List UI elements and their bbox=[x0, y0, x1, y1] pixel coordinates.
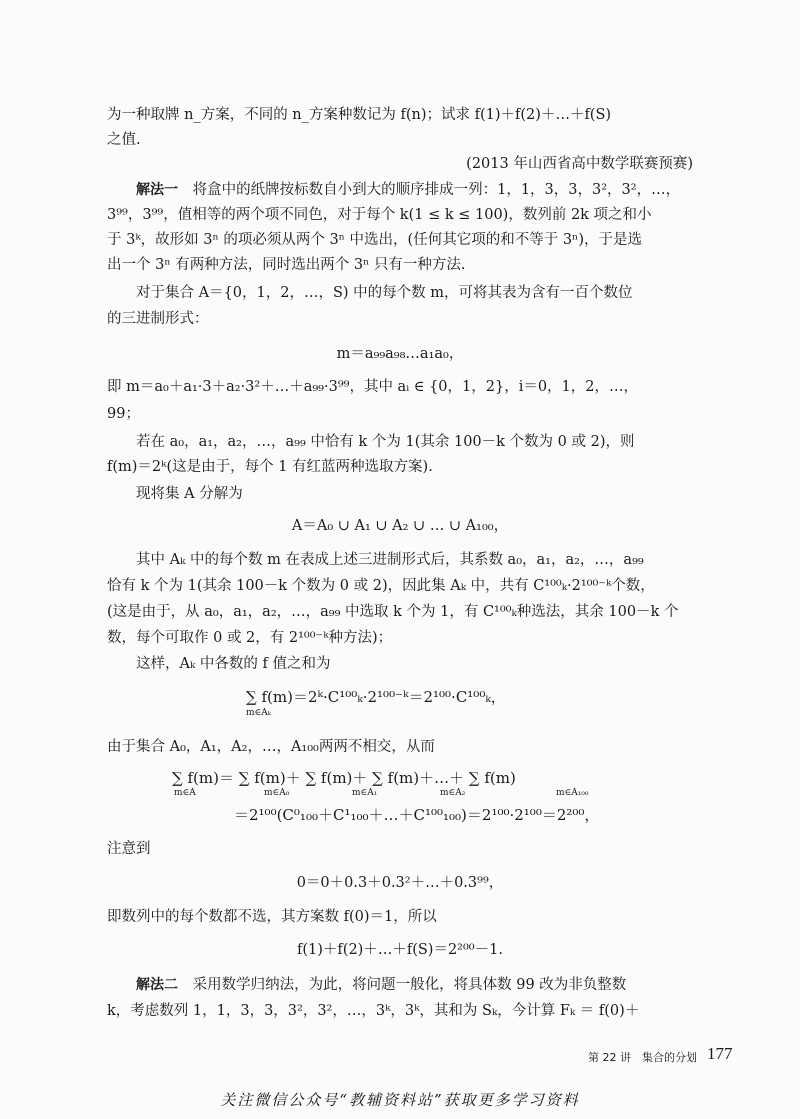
text-line: 恰有 k 个为 1(其余 100－k 个数为 0 或 2)，因此集 Aₖ 中，共有 C¹⁰⁰ₖ·2¹⁰⁰⁻ᵏ个数， bbox=[107, 578, 655, 594]
summation-subscript: m∈A₂ bbox=[440, 788, 466, 798]
equation-ternary: m＝a₉₉a₉₈…a₁a₀， bbox=[336, 346, 464, 362]
method-two-label: 解法二 bbox=[136, 977, 178, 993]
equation-ak-sum: ∑ f(m)＝2ᵏ·C¹⁰⁰ₖ·2¹⁰⁰⁻ᵏ＝2¹⁰⁰·C¹⁰⁰ₖ， bbox=[246, 688, 506, 706]
text-line: 数，每个可取作 0 或 2，有 2¹⁰⁰⁻ᵏ种方法)； bbox=[107, 630, 393, 646]
running-footer: 第 22 讲 集合的分划 bbox=[588, 1051, 697, 1064]
watermark-text: 关注微信公众号“教辅资料站”获取更多学习资料 bbox=[220, 1091, 580, 1109]
page-number: 177 bbox=[707, 1044, 733, 1063]
text-line: 为一种取牌 n_方案，不同的 n_方案种数记为 f(n)；试求 f(1)＋f(2)＋…＋f(S) bbox=[107, 107, 612, 123]
equation-total-sum: ∑ f(m)＝ ∑ f(m)＋ ∑ f(m)＋ ∑ f(m)＋…＋ ∑ f(m) bbox=[172, 769, 516, 787]
equation-decomposition: A＝A₀ ∪ A₁ ∪ A₂ ∪ … ∪ A₁₀₀， bbox=[291, 518, 509, 534]
text-line: 99； bbox=[107, 406, 140, 422]
text-line: 对于集合 A＝{0，1，2，…，S) 中的每个数 m，可将其表为含有一百个数位 bbox=[136, 285, 633, 301]
equation-final: f(1)＋f(2)＋…＋f(S)＝2²⁰⁰－1. bbox=[297, 942, 503, 958]
text-line: 由于集合 A₀，A₁，A₂，…，A₁₀₀两两不相交，从而 bbox=[107, 739, 435, 755]
summation-subscript: m∈A₁ bbox=[352, 788, 378, 798]
text-line: 于 3ᵏ，故形如 3ⁿ 的项必须从两个 3ⁿ 中选出，(任何其它项的和不等于 3ⁿ)，于是选 bbox=[107, 232, 642, 248]
equation-zero: 0＝0＋0.3＋0.3²＋…＋0.3⁹⁹， bbox=[296, 875, 504, 891]
text-line: 这样，Aₖ 中各数的 f 值之和为 bbox=[136, 656, 331, 672]
text-line: 采用数学归纳法，为此，将问题一般化，将具体数 99 改为非负整数 bbox=[192, 977, 627, 993]
equation-total-result: ＝2¹⁰⁰(C⁰₁₀₀＋C¹₁₀₀＋…＋C¹⁰⁰₁₀₀)＝2¹⁰⁰·2¹⁰⁰＝2²⁰⁰， bbox=[234, 806, 600, 824]
text-line: 将盒中的纸牌按标数自小到大的顺序排成一列：1，1，3，3，3²，3²，…， bbox=[192, 182, 681, 198]
text-line: (这是由于，从 a₀，a₁，a₂，…，a₉₉ 中选取 k 个为 1，有 C¹⁰⁰ₖ种选法，其余 100－k 个 bbox=[107, 604, 679, 620]
text-line: 即 m＝a₀＋a₁·3＋a₂·3²＋…＋a₉₉·3⁹⁹，其中 aᵢ ∈ {0，1，2}，i＝0，1，2，…， bbox=[107, 379, 639, 395]
summation-subscript: m∈Aₖ bbox=[246, 708, 271, 718]
problem-source: (2013 年山西省高中数学联赛预赛) bbox=[466, 156, 693, 172]
text-line: 现将集 A 分解为 bbox=[136, 486, 243, 502]
text-line: 3⁹⁹，3⁹⁹，值相等的两个项不同色，对于每个 k(1 ≤ k ≤ 100)，数列前 2k 项之和小 bbox=[107, 207, 652, 223]
text-line: 若在 a₀，a₁，a₂，…，a₉₉ 中恰有 k 个为 1(其余 100－k 个数为 0 或 2)，则 bbox=[136, 434, 635, 450]
text-line: 之值. bbox=[107, 132, 141, 148]
method-one-paragraph bbox=[0, 179, 800, 201]
text-line: k，考虑数列 1，1，3，3，3²，3²，…，3ᵏ，3ᵏ，其和为 Sₖ，今计算 Fₖ ＝ f(0)＋ bbox=[107, 1003, 640, 1019]
summation-subscript: m∈A₀ bbox=[264, 788, 290, 798]
text-line: 即数列中的每个数都不选，其方案数 f(0)＝1，所以 bbox=[107, 909, 437, 925]
text-line: 其中 Aₖ 中的每个数 m 在表成上述三进制形式后，其系数 a₀，a₁，a₂，…，a₉₉ bbox=[136, 552, 644, 568]
text-line: 注意到 bbox=[107, 841, 151, 857]
text-line: 的三进制形式： bbox=[107, 311, 209, 327]
summation-subscript: m∈A bbox=[174, 788, 196, 798]
method-two-paragraph bbox=[0, 974, 800, 996]
method-one-label: 解法一 bbox=[136, 182, 178, 198]
text-line: 出一个 3ⁿ 有两种方法，同时选出两个 3ⁿ 只有一种方法. bbox=[107, 257, 466, 273]
summation-subscript: m∈A₁₀₀ bbox=[556, 788, 589, 798]
text-line: f(m)＝2ᵏ(这是由于，每个 1 有红蓝两种选取方案). bbox=[107, 459, 433, 475]
